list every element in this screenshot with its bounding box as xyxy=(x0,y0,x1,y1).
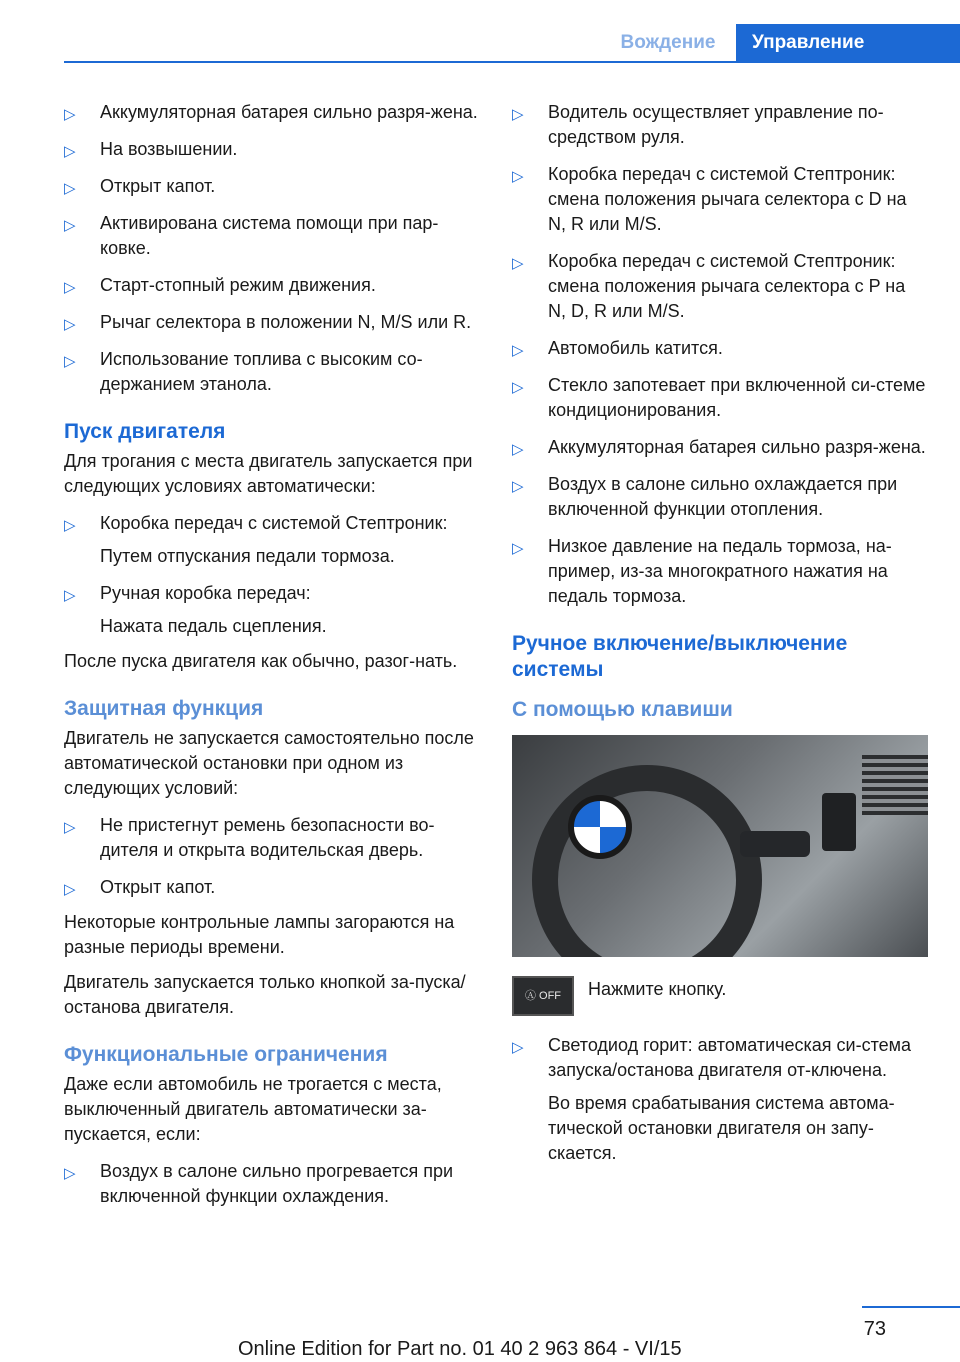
right-column xyxy=(512,100,928,1166)
triangle-bullet-icon: ▷ xyxy=(64,517,76,534)
triangle-bullet-icon: ▷ xyxy=(512,106,524,123)
triangle-bullet-icon: ▷ xyxy=(64,316,76,333)
list-item: ▷ Воздух в салоне сильно охлаждается при включенной функции отопления. xyxy=(512,474,898,519)
paragraph: Даже если автомобиль не трогается с места, выключенный двигатель автоматически за-пускается, если: xyxy=(64,1074,442,1144)
list-item: ▷ Старт-стопный режим движения. xyxy=(64,273,480,298)
list-item: ▷ Коробка передач с системой Стептроник: смена положения рычага селектора с P на N, D, R или M/S. xyxy=(512,251,906,321)
triangle-bullet-icon: ▷ xyxy=(512,441,524,458)
page-number: 73 xyxy=(863,1318,886,1340)
triangle-bullet-icon: ▷ xyxy=(64,143,76,160)
left-column xyxy=(64,100,480,1209)
start-stop-button-shape xyxy=(822,793,856,851)
list-item: ▷ Аккумуляторная батарея сильно разря-жена. xyxy=(512,435,928,460)
footer-rule xyxy=(862,1306,960,1308)
header-rule xyxy=(64,61,960,63)
press-button-text: Нажмите кнопку. xyxy=(588,979,727,999)
list-item: ▷ Не пристегнут ремень безопасности во-дителя и открыта водительская дверь. xyxy=(64,815,435,860)
paragraph: Во время срабатывания система автома-тической остановки двигателя он запу-скается. xyxy=(548,1093,895,1163)
list-item: ▷ Открыт капот. xyxy=(64,875,480,900)
lever-shape xyxy=(740,831,810,857)
heading-protective-function: Защитная функция xyxy=(64,697,264,720)
triangle-bullet-icon: ▷ xyxy=(64,279,76,296)
triangle-bullet-icon: ▷ xyxy=(512,342,524,359)
tab-driving[interactable]: Вождение xyxy=(620,32,716,53)
steering-wheel-photo xyxy=(512,735,928,957)
triangle-bullet-icon: ▷ xyxy=(64,881,76,898)
paragraph: После пуска двигателя как обычно, разог-нать. xyxy=(64,651,458,671)
paragraph: Некоторые контрольные лампы загораются на разные периоды времени. xyxy=(64,912,455,957)
triangle-bullet-icon: ▷ xyxy=(64,106,76,123)
list-item: ▷ Воздух в салоне сильно прогревается при включенной функции охлаждения. xyxy=(64,1161,454,1206)
list-item: ▷ Использование топлива с высоким со-держанием этанола. xyxy=(64,349,423,394)
triangle-bullet-icon: ▷ xyxy=(64,1165,76,1182)
list-item: ▷ Открыт капот. xyxy=(64,174,480,199)
list-item: ▷ Аккумуляторная батарея сильно разря-жена. xyxy=(64,100,480,125)
list-item: ▷ Автомобиль катится. xyxy=(512,336,928,361)
tab-controls[interactable]: Управление xyxy=(736,24,960,63)
list-item: ▷ Стекло запотевает при включенной си-стеме кондиционирования. xyxy=(512,375,926,420)
triangle-bullet-icon: ▷ xyxy=(64,353,76,370)
button-instruction xyxy=(512,973,928,1023)
list-item: ▷ Светодиод горит: автоматическая си-стема запуска/останова двигателя от-ключена. xyxy=(512,1035,912,1080)
paragraph: Двигатель не запускается самостоятельно после автоматической остановки при одном из следующих условий: xyxy=(64,728,474,798)
list-item: ▷ Водитель осуществляет управление по-средством руля. xyxy=(512,102,884,147)
air-vent-shape xyxy=(862,755,928,815)
triangle-bullet-icon: ▷ xyxy=(512,1039,524,1056)
edition-footer: Online Edition for Part no. 01 40 2 963 864 - VI/15 xyxy=(238,1338,682,1360)
triangle-bullet-icon: ▷ xyxy=(512,255,524,272)
list-item: ▷ Рычаг селектора в положении N, M/S или R. xyxy=(64,310,480,335)
triangle-bullet-icon: ▷ xyxy=(64,180,76,197)
triangle-bullet-icon: ▷ xyxy=(512,478,524,495)
heading-manual-toggle: Ручное включение/выключение системы xyxy=(512,632,848,681)
auto-start-stop-off-icon: Ⓐ OFF xyxy=(512,976,574,1016)
heading-engine-start: Пуск двигателя xyxy=(64,420,226,443)
triangle-bullet-icon: ▷ xyxy=(512,379,524,396)
triangle-bullet-icon: ▷ xyxy=(64,819,76,836)
triangle-bullet-icon: ▷ xyxy=(64,217,76,234)
heading-via-button: С помощью клавиши xyxy=(512,698,733,721)
triangle-bullet-icon: ▷ xyxy=(512,168,524,185)
list-item: ▷ Коробка передач с системой Стептроник: xyxy=(64,511,480,536)
paragraph: Нажата педаль сцепления. xyxy=(100,616,327,636)
bmw-logo-icon xyxy=(568,795,632,859)
paragraph: Для трогания с места двигатель запускается при следующих условиях автоматически: xyxy=(64,451,473,496)
list-item: ▷ На возвышении. xyxy=(64,137,480,162)
paragraph: Двигатель запускается только кнопкой за-пуска/останова двигателя. xyxy=(64,972,466,1017)
triangle-bullet-icon: ▷ xyxy=(64,587,76,604)
list-item: ▷ Активирована система помощи при пар-ковке. xyxy=(64,213,439,258)
triangle-bullet-icon: ▷ xyxy=(512,540,524,557)
list-item: ▷ Низкое давление на педаль тормоза, на-пример, из-за многократного нажатия на педаль тормоза. xyxy=(512,536,892,606)
list-item: ▷ Коробка передач с системой Стептроник: смена положения рычага селектора с D на N, R или M/S. xyxy=(512,164,907,234)
heading-functional-limits: Функциональные ограничения xyxy=(64,1043,388,1066)
paragraph: Путем отпускания педали тормоза. xyxy=(100,546,395,566)
steering-wheel-shape xyxy=(532,765,762,957)
list-item: ▷ Ручная коробка передач: xyxy=(64,581,480,606)
